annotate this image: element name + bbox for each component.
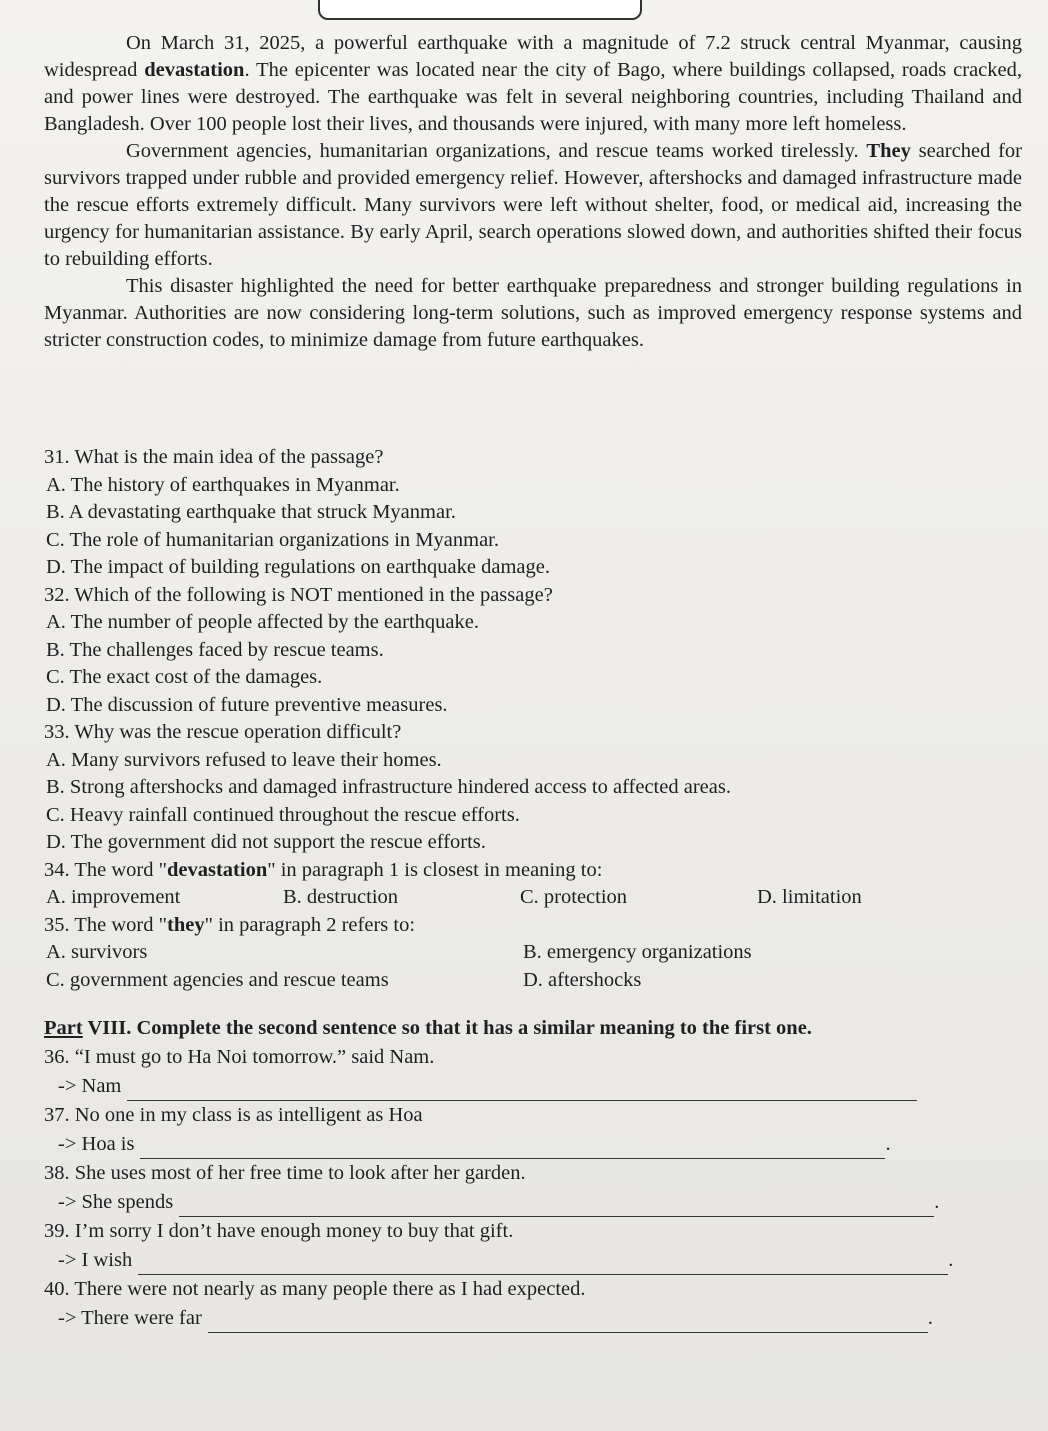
item-36-rewrite: [58, 1072, 1022, 1101]
option-32d[interactable]: D. The discussion of future preventive measures.: [46, 693, 448, 716]
item-36-prompt: 36. “I must go to Ha Noi tomorrow.” said Nam.: [44, 1046, 435, 1068]
item-36-answer-blank[interactable]: [127, 1080, 917, 1101]
options-35-row1: [44, 939, 1022, 967]
item-38-prompt: 38. She uses most of her free time to look after her garden.: [44, 1162, 526, 1184]
option-32b[interactable]: B. The challenges faced by rescue teams.: [46, 638, 384, 661]
option-35a[interactable]: A. survivors: [46, 941, 148, 963]
item-37-answer-blank[interactable]: [140, 1138, 885, 1159]
reading-questions: [44, 444, 1022, 994]
item-39-prompt: 39. I’m sorry I don’t have enough money to buy that gift.: [44, 1220, 514, 1242]
item-39-rewrite: -> I wish .: [58, 1246, 1022, 1275]
reading-passage: [44, 30, 1022, 354]
item-40-answer-blank[interactable]: [208, 1312, 928, 1333]
question-34: 34. The word "devastation" in paragraph 1 is closest in meaning to:: [44, 858, 603, 881]
item-40-starter: -> There were far: [58, 1307, 202, 1329]
options-34: [44, 884, 1022, 912]
options-35-row2: [44, 967, 1022, 995]
option-31d[interactable]: D. The impact of building regulations on earthquake damage.: [46, 556, 551, 578]
paragraph-1: On March 31, 2025, a powerful earthquake with a magnitude of 7.2 struck central Myanmar, causing widespread devastation. The epicenter was located near the city of Bago, where buildings collapsed, roads cracked, and power lines were destroyed. The earthquake was felt in several neighboring countries, including Thailand and Bangladesh. Over 100 people lost their lives, and thousands were injured, with many more left homeless.: [44, 32, 1022, 135]
option-34a[interactable]: A. improvement: [46, 886, 181, 908]
item-37-starter: -> Hoa is: [58, 1133, 135, 1155]
item-38-rewrite: -> She spends .: [58, 1188, 1022, 1217]
option-34b[interactable]: B. destruction: [283, 886, 399, 908]
option-35b[interactable]: B. emergency organizations: [523, 941, 752, 963]
item-37-rewrite: -> Hoa is .: [58, 1130, 1022, 1159]
option-31b[interactable]: B. A devastating earthquake that struck Myanmar.: [46, 501, 456, 523]
item-39-answer-blank[interactable]: [138, 1254, 948, 1275]
option-33d[interactable]: D. The government did not support the rescue efforts.: [46, 831, 486, 853]
item-39-starter: -> I wish: [58, 1249, 133, 1271]
item-40-rewrite: -> There were far .: [58, 1304, 1022, 1333]
keyword-devastation: devastation: [144, 59, 245, 81]
item-36-starter: -> Nam: [58, 1075, 122, 1097]
option-33c[interactable]: C. Heavy rainfall continued throughout the rescue efforts.: [46, 803, 520, 826]
option-33a[interactable]: A. Many survivors refused to leave their homes.: [46, 748, 442, 771]
paragraph-3: This disaster highlighted the need for better earthquake preparedness and stronger building regulations in Myanmar. Authorities are now considering long-term solutions, such as improved emergency response systems and stricter construction codes, to minimize damage from future earthquakes.: [44, 275, 1022, 351]
question-35: 35. The word "they" in paragraph 2 refers to:: [44, 913, 416, 936]
option-34c[interactable]: C. protection: [520, 886, 628, 908]
item-37-prompt: 37. No one in my class is as intelligent as Hoa: [44, 1104, 423, 1126]
option-35c[interactable]: C. government agencies and rescue teams: [46, 968, 389, 991]
binder-clip-tab: [318, 0, 642, 20]
option-35d[interactable]: D. aftershocks: [523, 968, 642, 991]
paragraph-2: Government agencies, humanitarian organizations, and rescue teams worked tirelessly. They searched for survivors trapped under rubble and provided emergency relief. However, aftershocks and damaged infrastructure made the rescue efforts extremely difficult. Many survivors were left without shelter, food, or medical aid, increasing the urgency for humanitarian assistance. By early April, search operations slowed down, and authorities shifted their focus to rebuilding efforts.: [44, 140, 1022, 270]
part-8-section: [44, 1014, 1022, 1333]
option-33b[interactable]: B. Strong aftershocks and damaged infrastructure hindered access to affected areas.: [46, 776, 731, 798]
question-33: 33. Why was the rescue operation difficult?: [44, 721, 402, 743]
keyword-they: They: [866, 140, 911, 162]
option-32a[interactable]: A. The number of people affected by the earthquake.: [46, 611, 479, 633]
option-34d[interactable]: D. limitation: [757, 886, 862, 908]
question-32: 32. Which of the following is NOT mentioned in the passage?: [44, 583, 553, 606]
option-31a[interactable]: A. The history of earthquakes in Myanmar.: [46, 473, 400, 496]
item-38-answer-blank[interactable]: [179, 1196, 934, 1217]
part-8-heading: Part VIII. Complete the second sentence so that it has a similar meaning to the first one.: [44, 1017, 812, 1039]
item-38-starter: -> She spends: [58, 1191, 174, 1213]
option-31c[interactable]: C. The role of humanitarian organizations in Myanmar.: [46, 528, 499, 551]
item-40-prompt: 40. There were not nearly as many people there as I had expected.: [44, 1278, 586, 1300]
question-31: 31. What is the main idea of the passage?: [44, 446, 384, 468]
option-32c[interactable]: C. The exact cost of the damages.: [46, 666, 323, 688]
